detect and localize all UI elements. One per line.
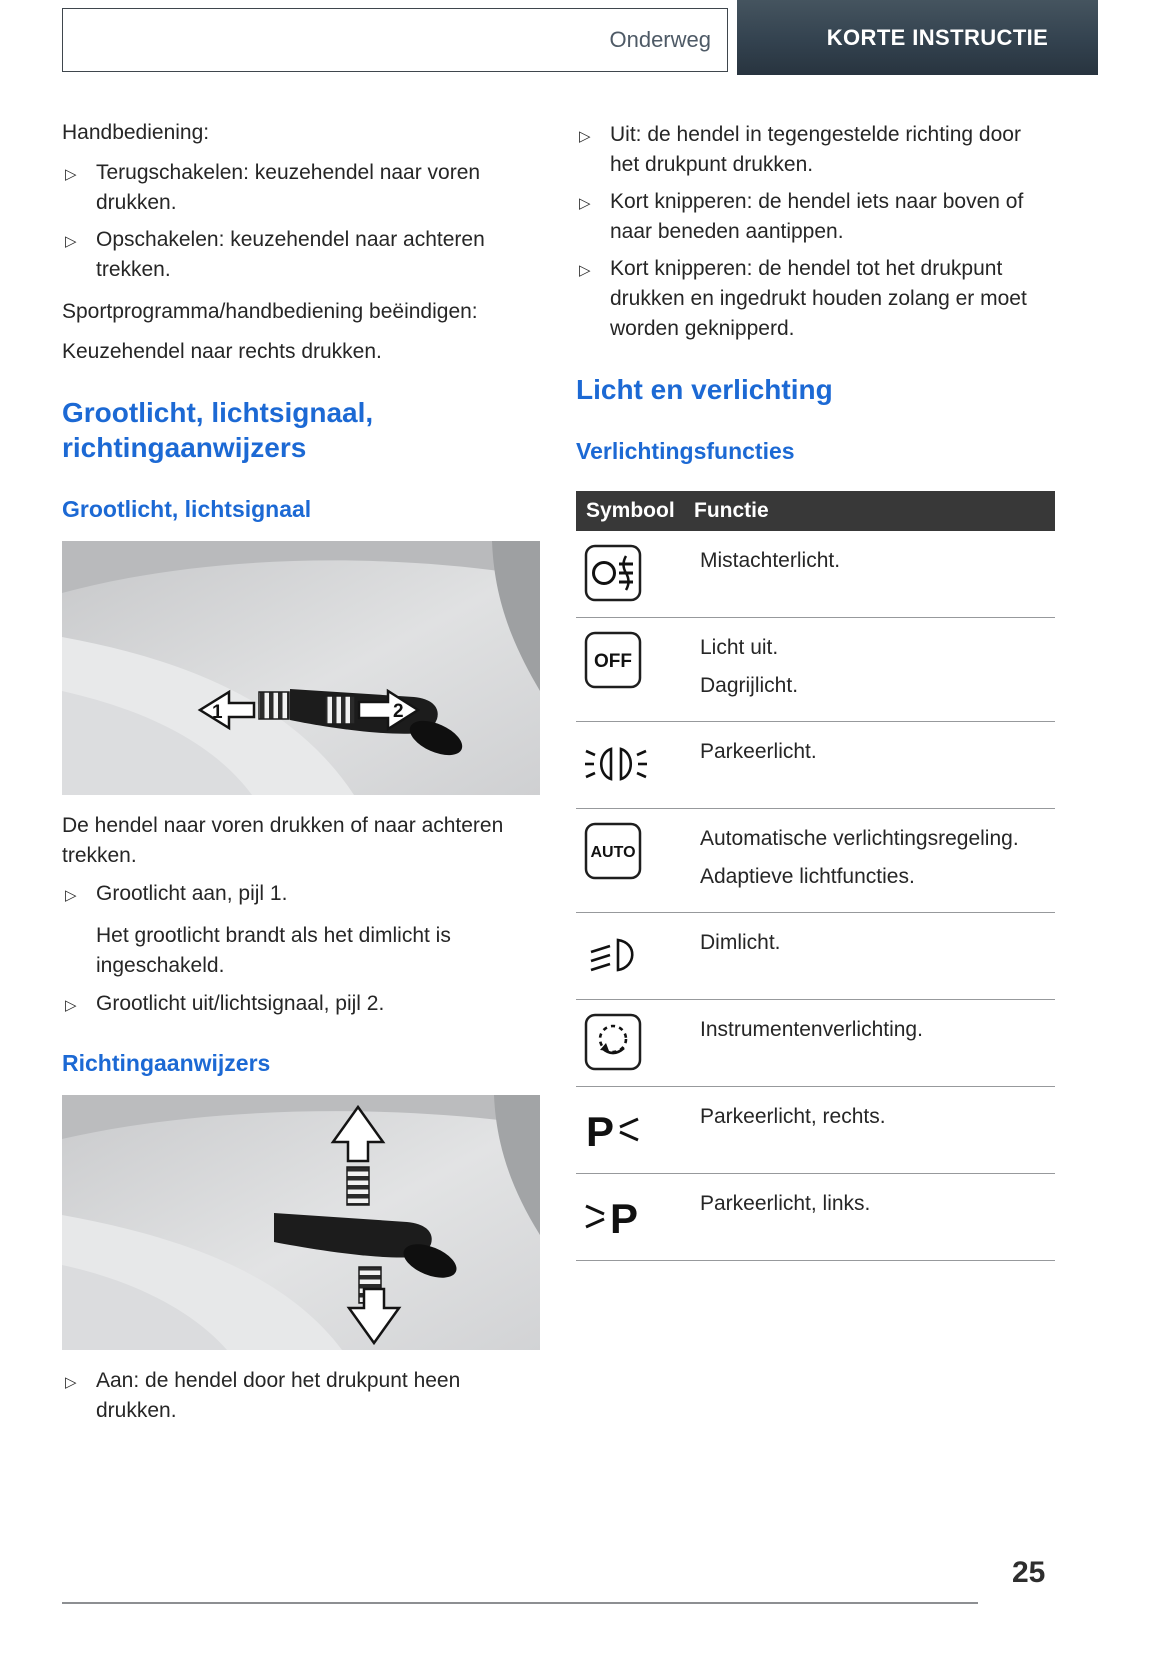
turn-signal-stalk-figure: [62, 1095, 540, 1350]
hendel-paragraph: De hendel naar voren drukken of naar achteren trekken.: [62, 814, 504, 867]
parking-lights-icon: [584, 742, 648, 786]
table-row: [576, 1087, 1055, 1174]
table-header-row: [576, 491, 1055, 531]
function-text: Parkeerlicht.: [700, 740, 817, 763]
grootlicht-note: Het grootlicht brandt als het dimlicht is ingeschakeld.: [96, 924, 451, 977]
function-cell: [694, 1187, 1055, 1227]
function-text: Automatische verlichtingsregeling.: [700, 827, 1019, 850]
list-item: [576, 120, 1055, 180]
list-item: [62, 158, 540, 218]
symbol-cell: [584, 1100, 694, 1151]
function-text: Instrumentenverlichting.: [700, 1018, 923, 1041]
list-item-text: Uit: de hendel in tegengestelde richting door het drukpunt drukken.: [610, 123, 1021, 176]
triangle-bullet-icon: ▷: [579, 195, 591, 212]
list-item-text: Grootlicht uit/lichtsignaal, pijl 2.: [96, 992, 385, 1015]
function-cell: [694, 1013, 1055, 1053]
parking-light-right-icon: [584, 1107, 640, 1151]
grootlicht-list-2: [62, 989, 540, 1019]
function-cell: [694, 544, 1055, 584]
function-text: Adaptieve lichtfuncties.: [700, 865, 915, 888]
richtingaanwijzer-list-continued: [576, 120, 1055, 344]
function-text: Parkeerlicht, links.: [700, 1192, 871, 1215]
triangle-bullet-icon: ▷: [65, 997, 77, 1014]
rear-fog-light-icon: [584, 544, 642, 602]
symbol-cell: [584, 822, 694, 880]
p-right-label: P: [586, 1108, 615, 1151]
table-row: [576, 722, 1055, 809]
footer-rule: [62, 1602, 978, 1604]
table-row: [576, 618, 1055, 722]
list-item-text: Kort knipperen: de hendel iets naar boven of naar beneden aantippen.: [610, 190, 1024, 243]
section-heading-grootlicht: Grootlicht, lichtsignaal, richtingaanwijzers: [62, 397, 374, 463]
symbol-cell: [584, 926, 694, 977]
p-left-label: P: [610, 1195, 639, 1238]
sub-heading-grootlicht-lichtsignaal: Grootlicht, lichtsignaal: [62, 496, 312, 522]
headlight-stalk-figure: [62, 541, 540, 795]
function-text: Mistachterlicht.: [700, 549, 841, 572]
sub-heading-richtingaanwijzers: Richtingaanwijzers: [62, 1050, 271, 1076]
list-item: [62, 1366, 540, 1426]
function-text: Licht uit.: [700, 636, 779, 659]
triangle-bullet-icon: ▷: [65, 233, 77, 250]
handbediening-label: Handbediening:: [62, 121, 210, 144]
table-row: [576, 913, 1055, 1000]
lighting-functions-table: [576, 491, 1055, 1261]
list-item-text: Kort knipperen: de hendel tot het drukpunt drukken en ingedrukt houden zolang er moet worden geknipperd.: [610, 257, 1027, 340]
function-cell: [694, 1100, 1055, 1140]
right-column: [576, 118, 1055, 1261]
left-column: [62, 118, 540, 1438]
list-item-text: Terugschakelen: keuzehendel naar voren drukken.: [96, 161, 481, 214]
page-number: 25: [1012, 1556, 1046, 1589]
sport-paragraph: Sportprogramma/handbediening beëindigen:: [62, 300, 478, 323]
light-off-icon: [584, 631, 642, 689]
auto-label: AUTO: [590, 844, 636, 861]
handbediening-list: [62, 158, 540, 285]
arrow-1-label: 1: [212, 702, 223, 723]
function-cell: [694, 631, 1055, 709]
headlight-stalk-illustration: [62, 541, 540, 795]
breadcrumb-box: [62, 8, 728, 72]
symbol-cell: [584, 631, 694, 689]
list-item: [576, 254, 1055, 344]
off-label: OFF: [594, 651, 632, 672]
list-item: [576, 187, 1055, 247]
low-beam-icon: [584, 933, 648, 977]
table-row: [576, 1174, 1055, 1261]
list-item: [62, 225, 540, 285]
symbol-cell: [584, 1187, 694, 1238]
sport-paragraph-2: Keuzehendel naar rechts drukken.: [62, 340, 382, 363]
chapter-title: KORTE INSTRUCTIE: [826, 24, 1049, 50]
symbol-cell: [584, 544, 694, 602]
list-item-text: Opschakelen: keuzehendel naar achteren trekken.: [96, 228, 485, 281]
symbol-cell: [584, 735, 694, 786]
breadcrumb: Onderweg: [609, 27, 711, 52]
turn-signal-stalk-illustration: [62, 1095, 540, 1350]
table-row: [576, 1000, 1055, 1087]
list-item-text: Grootlicht aan, pijl 1.: [96, 882, 288, 905]
arrow-2-label: 2: [393, 701, 404, 722]
triangle-bullet-icon: ▷: [65, 166, 77, 183]
parking-light-left-icon: [584, 1194, 640, 1238]
triangle-bullet-icon: ▷: [65, 1374, 77, 1391]
richtingaanwijzer-list: [62, 1366, 540, 1426]
table-row: [576, 531, 1055, 618]
triangle-bullet-icon: ▷: [65, 887, 77, 904]
section-heading-licht: Licht en verlichting: [576, 374, 833, 405]
triangle-bullet-icon: ▷: [579, 262, 591, 279]
function-text: Dagrijlicht.: [700, 674, 799, 697]
chapter-header-bar: [737, 0, 1098, 75]
triangle-bullet-icon: ▷: [579, 128, 591, 145]
column-header-symbool: Symbool: [586, 499, 675, 522]
function-text: Parkeerlicht, rechts.: [700, 1105, 886, 1128]
column-header-functie: Functie: [694, 499, 769, 522]
list-item: [62, 879, 540, 909]
auto-light-icon: [584, 822, 642, 880]
symbol-cell: [584, 1013, 694, 1071]
list-item-text: Aan: de hendel door het drukpunt heen drukken.: [96, 1369, 461, 1422]
list-item: [62, 989, 540, 1019]
function-text: Dimlicht.: [700, 931, 781, 954]
function-cell: [694, 822, 1055, 900]
sub-heading-verlichtingsfuncties: Verlichtingsfuncties: [576, 438, 795, 464]
function-cell: [694, 926, 1055, 966]
table-row: [576, 809, 1055, 913]
function-cell: [694, 735, 1055, 775]
grootlicht-list: [62, 879, 540, 909]
instrument-lighting-icon: [584, 1013, 642, 1071]
